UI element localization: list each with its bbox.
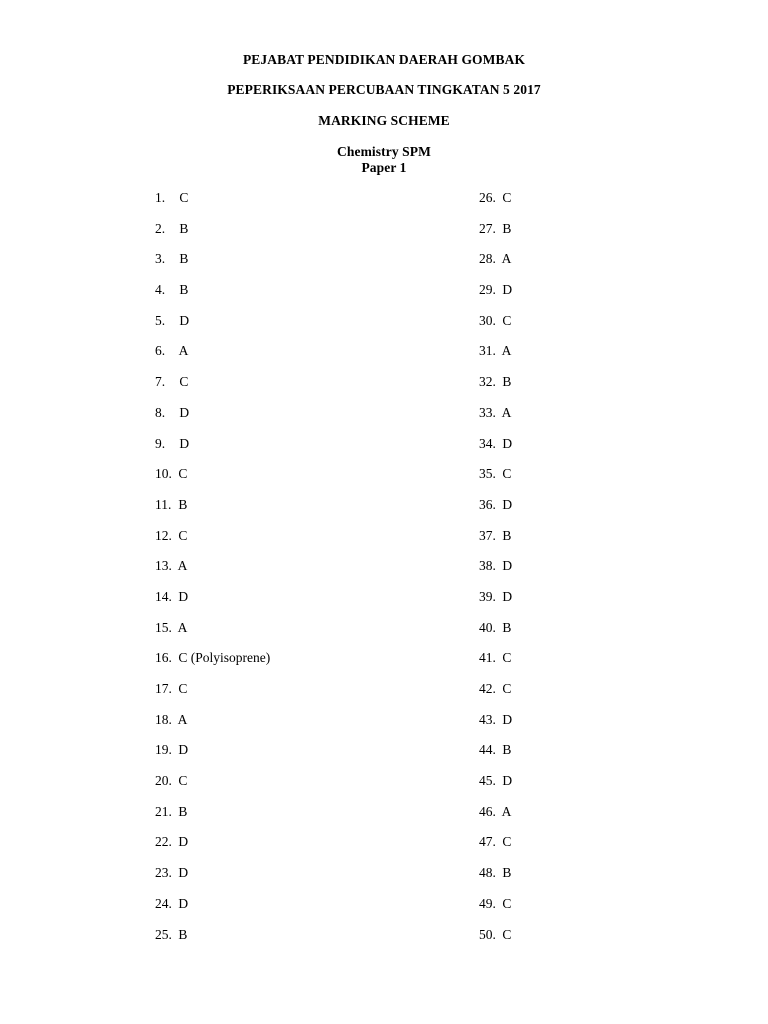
question-number: 28. xyxy=(479,251,496,267)
answer-item xyxy=(479,712,512,743)
answer-value: B xyxy=(502,742,512,758)
question-number: 45. xyxy=(479,773,496,789)
answer-item xyxy=(479,742,512,773)
answer-value: D xyxy=(178,865,189,881)
answer-item xyxy=(155,589,270,620)
question-number: 34. xyxy=(479,435,496,451)
answer-item xyxy=(479,190,512,221)
answer-value: D xyxy=(179,435,190,451)
answer-value: C xyxy=(502,681,512,696)
office-heading: PEJABAT PENDIDIKAN DAERAH GOMBAK xyxy=(242,52,526,67)
answer-item xyxy=(479,650,512,681)
question-number: 2. xyxy=(155,220,166,236)
answer-item xyxy=(479,343,512,374)
exam-heading: PEPERIKSAAN PERCUBAAN TINGKATAN 5 2017 xyxy=(227,82,541,97)
question-number: 22. xyxy=(155,834,172,850)
answer-value: D xyxy=(179,312,190,328)
answer-value: B xyxy=(502,865,512,881)
answer-value: D xyxy=(502,435,513,451)
question-number: 24. xyxy=(155,895,172,911)
answer-value: C xyxy=(179,374,189,390)
answer-item xyxy=(479,497,512,528)
answer-item xyxy=(155,927,270,958)
question-number: 40. xyxy=(479,619,496,635)
answer-item xyxy=(155,436,270,467)
answer-value: C xyxy=(178,681,188,696)
question-number: 21. xyxy=(155,803,172,819)
answer-value: D xyxy=(502,711,513,727)
question-number: 5. xyxy=(155,312,166,328)
answer-item xyxy=(479,374,512,405)
answer-item xyxy=(155,650,270,681)
answer-value: A xyxy=(501,343,512,359)
question-number: 1. xyxy=(155,190,166,205)
answer-item xyxy=(155,681,270,712)
question-number: 38. xyxy=(479,558,496,574)
answer-value: C xyxy=(178,773,188,789)
question-number: 46. xyxy=(479,803,496,819)
answer-item xyxy=(155,865,270,896)
answer-item xyxy=(479,834,512,865)
question-number: 48. xyxy=(479,865,496,881)
answer-value: D xyxy=(502,558,513,574)
answer-value: C xyxy=(502,312,512,328)
answer-item xyxy=(155,834,270,865)
answer-item xyxy=(155,466,270,497)
answer-item xyxy=(479,251,512,282)
answer-value: A xyxy=(177,619,188,635)
answer-value: A xyxy=(178,343,189,359)
answer-value: B xyxy=(179,282,189,298)
answer-value: D xyxy=(178,895,189,911)
question-number: 26. xyxy=(479,190,496,205)
answer-value: D xyxy=(502,588,513,604)
answer-value: A xyxy=(177,558,188,574)
answer-value: A xyxy=(501,803,512,819)
question-number: 6. xyxy=(155,343,166,359)
answer-value: C xyxy=(178,466,188,482)
answer-item xyxy=(479,620,512,651)
paper-heading: Paper 1 xyxy=(361,160,407,175)
answer-item xyxy=(479,436,512,467)
answer-item xyxy=(479,528,512,559)
question-number: 19. xyxy=(155,742,172,758)
question-number: 37. xyxy=(479,527,496,543)
question-number: 32. xyxy=(479,374,496,390)
question-number: 41. xyxy=(479,650,496,666)
question-number: 44. xyxy=(479,742,496,758)
answer-item xyxy=(155,405,270,436)
doc-type-heading: MARKING SCHEME xyxy=(318,113,450,128)
answer-item xyxy=(155,313,270,344)
question-number: 14. xyxy=(155,588,172,604)
answer-item xyxy=(479,282,512,313)
answer-item xyxy=(479,466,512,497)
answer-item xyxy=(155,742,270,773)
answer-item xyxy=(479,927,512,958)
answer-item xyxy=(155,190,270,221)
question-number: 50. xyxy=(479,926,496,942)
answer-value: D xyxy=(502,282,513,298)
question-number: 29. xyxy=(479,282,496,298)
answer-item xyxy=(155,712,270,743)
answer-value: C xyxy=(502,895,512,911)
answer-item xyxy=(479,558,512,589)
question-number: 35. xyxy=(479,466,496,482)
subject-heading: Chemistry SPM xyxy=(337,144,431,159)
question-number: 13. xyxy=(155,558,172,574)
answer-item xyxy=(155,558,270,589)
answer-value: B xyxy=(502,619,512,635)
question-number: 3. xyxy=(155,251,166,267)
question-number: 4. xyxy=(155,282,166,298)
question-number: 33. xyxy=(479,404,496,420)
answer-item xyxy=(479,681,512,712)
answer-value: C (Polyisoprene) xyxy=(178,650,271,666)
answer-item xyxy=(155,343,270,374)
question-number: 49. xyxy=(479,895,496,911)
question-number: 8. xyxy=(155,404,166,420)
question-number: 12. xyxy=(155,527,172,543)
answer-item xyxy=(155,528,270,559)
answer-value: D xyxy=(178,588,189,604)
question-number: 15. xyxy=(155,619,172,635)
answer-item xyxy=(479,405,512,436)
answer-value: C xyxy=(502,190,512,205)
answer-item xyxy=(479,865,512,896)
answer-value: C xyxy=(502,650,512,666)
question-number: 16. xyxy=(155,650,172,666)
answer-item xyxy=(479,313,512,344)
question-number: 7. xyxy=(155,374,166,390)
question-number: 23. xyxy=(155,865,172,881)
answer-value: D xyxy=(179,404,190,420)
answer-value: A xyxy=(177,711,188,727)
answer-value: D xyxy=(178,742,189,758)
answer-value: C xyxy=(178,527,188,543)
question-number: 39. xyxy=(479,588,496,604)
answer-value: B xyxy=(178,803,188,819)
answer-item xyxy=(479,221,512,252)
answer-value: A xyxy=(501,404,512,420)
question-number: 47. xyxy=(479,834,496,850)
answer-item xyxy=(155,896,270,927)
answer-value: C xyxy=(502,834,512,850)
answer-item xyxy=(155,620,270,651)
answer-value: B xyxy=(179,251,189,267)
question-number: 9. xyxy=(155,435,166,451)
answers-right-column xyxy=(479,190,512,957)
answer-value: B xyxy=(179,220,189,236)
question-number: 36. xyxy=(479,496,496,512)
answer-item xyxy=(479,896,512,927)
answer-value: C xyxy=(502,466,512,482)
answer-item xyxy=(155,282,270,313)
answer-item xyxy=(155,221,270,252)
answer-value: D xyxy=(502,773,513,789)
answer-value: B xyxy=(502,374,512,390)
answer-value: B xyxy=(502,220,512,236)
answer-item xyxy=(155,804,270,835)
answer-value: C xyxy=(179,190,189,205)
answer-item xyxy=(155,497,270,528)
answer-value: D xyxy=(178,834,189,850)
question-number: 42. xyxy=(479,681,496,696)
answer-item xyxy=(479,773,512,804)
answer-value: B xyxy=(502,527,512,543)
answer-item xyxy=(155,374,270,405)
answer-item xyxy=(479,589,512,620)
answer-item xyxy=(155,773,270,804)
answer-value: D xyxy=(502,496,513,512)
answer-item xyxy=(155,251,270,282)
answer-value: B xyxy=(178,926,188,942)
question-number: 31. xyxy=(479,343,496,359)
question-number: 43. xyxy=(479,711,496,727)
answer-item xyxy=(479,804,512,835)
question-number: 17. xyxy=(155,681,172,696)
question-number: 20. xyxy=(155,773,172,789)
question-number: 30. xyxy=(479,312,496,328)
answers-left-column xyxy=(155,190,270,957)
question-number: 18. xyxy=(155,711,172,727)
answer-value: A xyxy=(501,251,512,267)
answer-value: B xyxy=(178,496,188,512)
question-number: 25. xyxy=(155,926,172,942)
answer-value: C xyxy=(502,926,512,942)
question-number: 11. xyxy=(155,496,172,512)
question-number: 10. xyxy=(155,466,172,482)
question-number: 27. xyxy=(479,220,496,236)
